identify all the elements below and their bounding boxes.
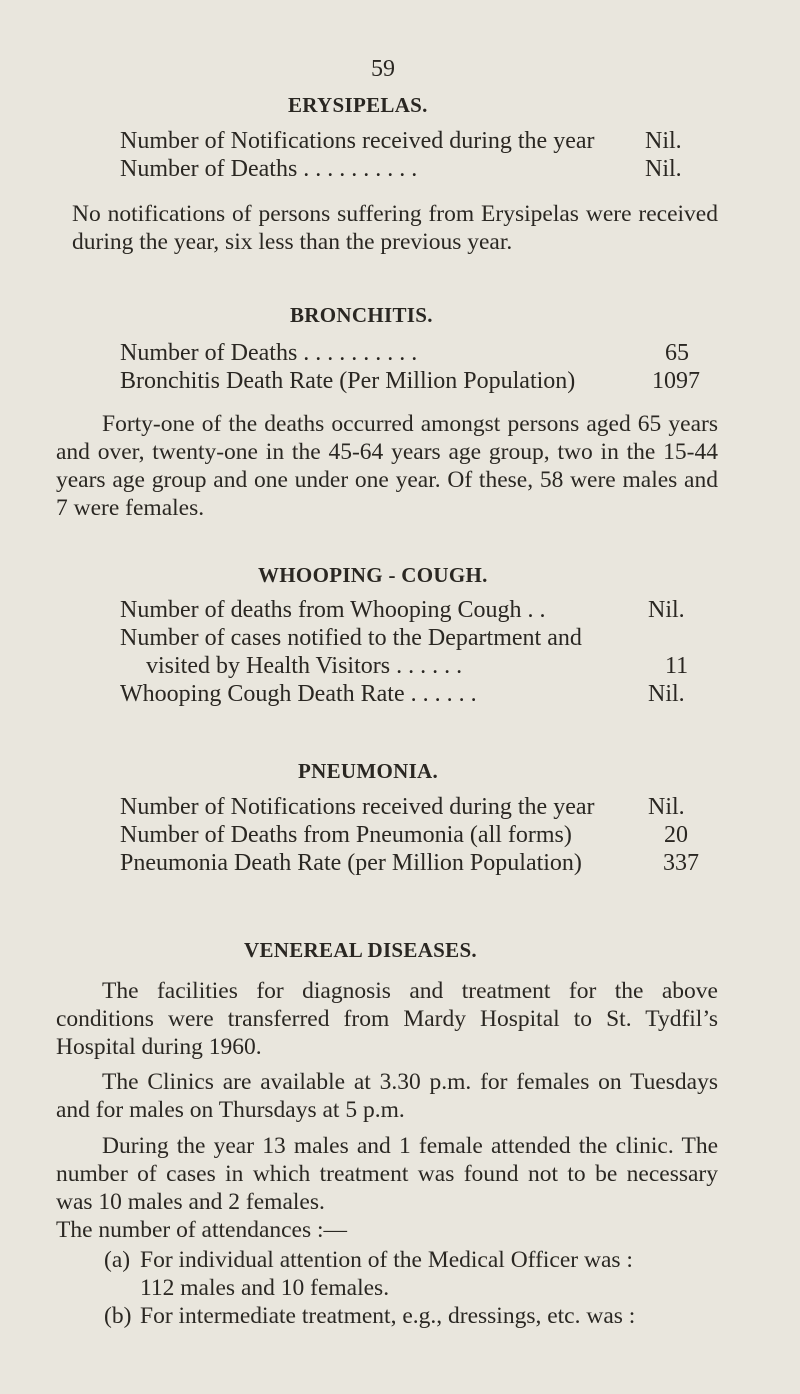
pneumonia-deaths-label: Number of Deaths from Pneumonia (all forms) (120, 822, 572, 848)
bronchitis-deaths-value: 65 (665, 340, 689, 366)
pneumonia-rate-label: Pneumonia Death Rate (per Million Population) (120, 850, 582, 876)
bronchitis-rate-label: Bronchitis Death Rate (Per Million Population) (120, 368, 576, 394)
venereal-paragraph-1-text: The facilities for diagnosis and treatment for the above conditions were transferred from Mardy Hospital to St. Tydfil’s Hospital during 1960. (56, 978, 718, 1060)
section-heading-venereal-diseases: VENEREAL DISEASES. (244, 938, 477, 962)
whooping-deaths-label: Number of deaths from Whooping Cough . . (120, 597, 546, 623)
venereal-paragraph-3-attendances: The number of attendances :— (56, 1217, 348, 1243)
erysipelas-deaths-label: Number of Deaths . . . . . . . . . . (120, 156, 418, 182)
pneumonia-notifications-label: Number of Notifications received during the year (120, 794, 595, 820)
pneumonia-notifications-value: Nil. (648, 794, 685, 820)
bronchitis-rate-value: 1097 (652, 368, 700, 394)
list-marker-a: (a) (104, 1247, 131, 1273)
bronchitis-paragraph-text: Forty-one of the deaths occurred amongst persons aged 65 years and over, twenty-one in the 45-64 years age group, two in the 15-44 years age group and one under one year. Of these, 58 were males and 7 were females. (56, 411, 718, 521)
section-heading-whooping-cough: WHOOPING - COUGH. (258, 563, 488, 587)
erysipelas-deaths-value: Nil. (645, 156, 682, 182)
list-item-b-line-1: For intermediate treatment, e.g., dressings, etc. was : (140, 1303, 636, 1329)
erysipelas-notifications-value: Nil. (645, 128, 682, 154)
whooping-rate-label: Whooping Cough Death Rate . . . . . . (120, 681, 477, 707)
venereal-paragraph-2-text: The Clinics are available at 3.30 p.m. for females on Tuesdays and for males on Thursdays at 5 p.m. (56, 1069, 718, 1123)
whooping-deaths-value: Nil. (648, 597, 685, 623)
pneumonia-deaths-value: 20 (664, 822, 688, 848)
section-heading-pneumonia: PNEUMONIA. (298, 759, 439, 783)
whooping-cases-label-continued: visited by Health Visitors . . . . . . (146, 653, 463, 679)
bronchitis-deaths-label: Number of Deaths . . . . . . . . . . (120, 340, 418, 366)
pneumonia-rate-value: 337 (663, 850, 699, 876)
page-number: 59 (371, 56, 395, 82)
list-item-a-line-2: 112 males and 10 females. (140, 1275, 390, 1301)
section-heading-erysipelas: ERYSIPELAS. (288, 93, 428, 117)
venereal-paragraph-1 (56, 977, 718, 1061)
erysipelas-paragraph-text: No notifications of persons suffering from Erysipelas were received during the year, six less than the previous year. (72, 201, 718, 255)
venereal-paragraph-2 (56, 1068, 718, 1124)
whooping-cases-value: 11 (665, 653, 689, 679)
list-marker-b: (b) (104, 1303, 132, 1329)
whooping-rate-value: Nil. (648, 681, 685, 707)
list-item-a-line-1: For individual attention of the Medical Officer was : (140, 1247, 633, 1273)
whooping-cases-label: Number of cases notified to the Department and (120, 625, 582, 651)
venereal-paragraph-3 (56, 1132, 718, 1244)
bronchitis-paragraph (56, 410, 718, 522)
erysipelas-paragraph (72, 200, 718, 256)
section-heading-bronchitis: BRONCHITIS. (290, 303, 433, 327)
erysipelas-notifications-label: Number of Notifications received during the year (120, 128, 595, 154)
venereal-paragraph-3-text: During the year 13 males and 1 female attended the clinic. The number of cases in which treatment was found not to be necessary was 10 males and 2 females. (56, 1133, 718, 1215)
